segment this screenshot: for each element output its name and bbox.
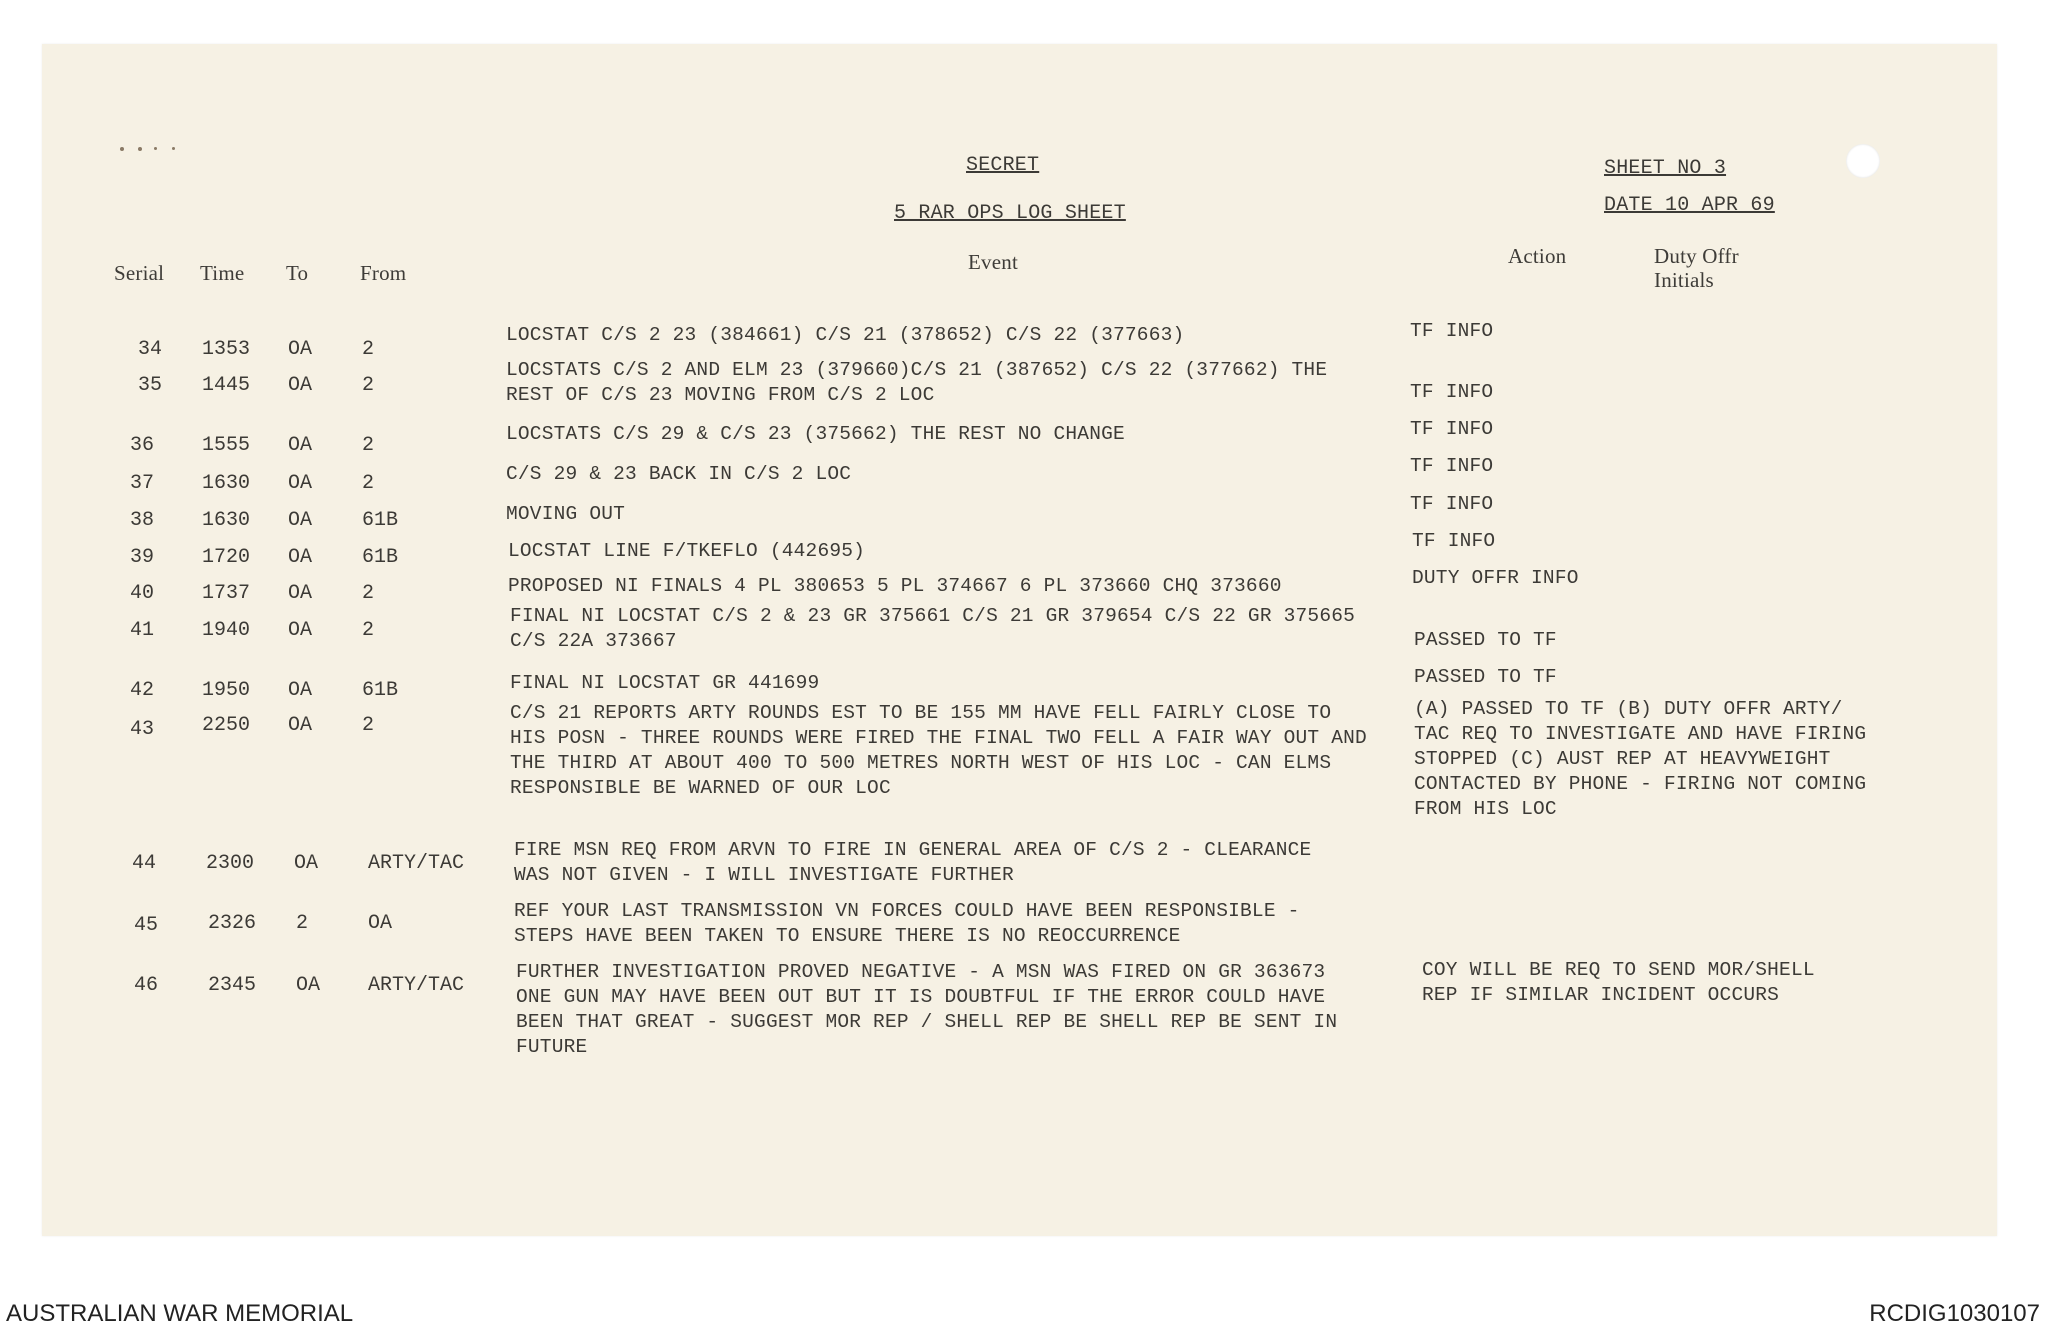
row-time: 1630 xyxy=(202,472,251,495)
row-from: 2 xyxy=(362,338,375,361)
row-to: OA xyxy=(296,974,321,997)
row-from: 2 xyxy=(362,434,375,457)
archive-source-caption: AUSTRALIAN WAR MEMORIAL xyxy=(6,1300,354,1327)
row-from: 2 xyxy=(362,714,375,737)
row-action: COY WILL BE REQ TO SEND MOR/SHELL REP IF SIMILAR INCIDENT OCCURS xyxy=(1422,959,1815,1006)
row-serial: 41 xyxy=(130,619,155,642)
archive-reference-caption: RCDIG1030107 xyxy=(1869,1300,2040,1327)
row-to: OA xyxy=(288,714,313,737)
row-from: OA xyxy=(368,912,393,935)
row-time: 1737 xyxy=(202,582,251,605)
row-to: 2 xyxy=(296,912,309,935)
row-event: LOCSTAT LINE F/TKEFLO (442695) xyxy=(508,540,866,562)
row-time: 2326 xyxy=(208,912,257,935)
column-header-duty-offr-initials: Duty Offr Initials xyxy=(1654,244,1739,292)
row-event: LOCSTATS C/S 29 & C/S 23 (375662) THE REST NO CHANGE xyxy=(506,423,1125,445)
row-to: OA xyxy=(288,619,313,642)
column-header-time: Time xyxy=(200,261,245,285)
column-header-from: From xyxy=(360,261,407,285)
row-event: C/S 21 REPORTS ARTY ROUNDS EST TO BE 155 MM HAVE FELL FAIRLY CLOSE TO HIS POSN - THREE ROUNDS WERE FIRED THE FINAL TWO FELL A FAIR WAY OUT AND THE THIRD AT ABOUT 400 TO 500 METRES NORTH WEST OF HIS LOC - CAN ELMS RESPONSIBLE BE WARNED OF OUR LOC xyxy=(510,702,1367,799)
document-date: DATE 10 APR 69 xyxy=(1604,194,1775,217)
row-event: REF YOUR LAST TRANSMISSION VN FORCES COULD HAVE BEEN RESPONSIBLE - STEPS HAVE BEEN TAKEN TO ENSURE THERE IS NO REOCCURRENCE xyxy=(514,900,1300,947)
row-serial: 40 xyxy=(130,582,155,605)
row-serial: 36 xyxy=(130,434,155,457)
row-action: TF INFO xyxy=(1412,530,1496,552)
row-serial: 38 xyxy=(130,509,155,532)
row-serial: 42 xyxy=(130,679,155,702)
punch-hole xyxy=(1846,144,1880,178)
row-time: 1630 xyxy=(202,509,251,532)
row-to: OA xyxy=(288,374,313,397)
row-event: LOCSTAT C/S 2 23 (384661) C/S 21 (378652) C/S 22 (377663) xyxy=(506,324,1185,346)
row-time: 1720 xyxy=(202,546,251,569)
row-event: FURTHER INVESTIGATION PROVED NEGATIVE - A MSN WAS FIRED ON GR 363673 ONE GUN MAY HAVE BEEN OUT BUT IT IS DOUBTFUL IF THE ERROR COULD HAVE BEEN THAT GREAT - SUGGEST MOR REP / SHELL REP BE SHELL REP BE SENT IN FUTURE xyxy=(516,961,1338,1058)
row-from: 2 xyxy=(362,374,375,397)
column-header-action: Action xyxy=(1508,244,1567,268)
row-event: FIRE MSN REQ FROM ARVN TO FIRE IN GENERAL AREA OF C/S 2 - CLEARANCE WAS NOT GIVEN - I WILL INVESTIGATE FURTHER xyxy=(514,839,1312,886)
row-from: 61B xyxy=(362,679,399,702)
row-to: OA xyxy=(288,546,313,569)
row-action: TF INFO xyxy=(1410,418,1494,440)
row-action: PASSED TO TF xyxy=(1414,629,1557,651)
row-time: 1445 xyxy=(202,374,251,397)
row-from: ARTY/TAC xyxy=(368,974,465,997)
row-action: PASSED TO TF xyxy=(1414,666,1557,688)
row-from: ARTY/TAC xyxy=(368,852,465,875)
row-time: 2300 xyxy=(206,852,255,875)
row-to: OA xyxy=(288,509,313,532)
row-serial: 34 xyxy=(138,338,163,361)
document-title: 5 RAR OPS LOG SHEET xyxy=(894,202,1126,225)
row-action: TF INFO xyxy=(1410,320,1494,342)
row-time: 1950 xyxy=(202,679,251,702)
classification-marking: SECRET xyxy=(966,154,1040,177)
column-header-event: Event xyxy=(968,250,1018,274)
row-time: 1555 xyxy=(202,434,251,457)
row-from: 61B xyxy=(362,509,399,532)
row-from: 2 xyxy=(362,619,375,642)
row-serial: 37 xyxy=(130,472,155,495)
row-serial: 44 xyxy=(132,852,157,875)
log-sheet-paper xyxy=(42,44,1997,1236)
sheet-number: SHEET NO 3 xyxy=(1604,157,1727,180)
row-event: FINAL NI LOCSTAT GR 441699 xyxy=(510,672,820,694)
row-serial: 45 xyxy=(134,914,159,937)
paper-specks xyxy=(120,144,190,154)
row-from: 61B xyxy=(362,546,399,569)
row-time: 1940 xyxy=(202,619,251,642)
row-action: (A) PASSED TO TF (B) DUTY OFFR ARTY/ TAC REQ TO INVESTIGATE AND HAVE FIRING STOPPED (C) AUST REP AT HEAVYWEIGHT CONTACTED BY PHONE - FIRING NOT COMING FROM HIS LOC xyxy=(1414,698,1867,820)
row-action: TF INFO xyxy=(1410,455,1494,477)
row-time: 2345 xyxy=(208,974,257,997)
row-action: TF INFO xyxy=(1410,493,1494,515)
row-to: OA xyxy=(288,679,313,702)
row-to: OA xyxy=(294,852,319,875)
row-action: TF INFO xyxy=(1410,381,1494,403)
row-serial: 46 xyxy=(134,974,159,997)
row-from: 2 xyxy=(362,472,375,495)
row-event: FINAL NI LOCSTAT C/S 2 & 23 GR 375661 C/S 21 GR 379654 C/S 22 GR 375665 C/S 22A 373667 xyxy=(510,605,1356,652)
column-header-serial: Serial xyxy=(114,261,165,285)
row-from: 2 xyxy=(362,582,375,605)
row-to: OA xyxy=(288,472,313,495)
row-time: 2250 xyxy=(202,714,251,737)
row-serial: 39 xyxy=(130,546,155,569)
row-event: MOVING OUT xyxy=(506,503,626,525)
row-event: PROPOSED NI FINALS 4 PL 380653 5 PL 374667 6 PL 373660 CHQ 373660 xyxy=(508,575,1282,597)
row-to: OA xyxy=(288,582,313,605)
row-time: 1353 xyxy=(202,338,251,361)
row-event: C/S 29 & 23 BACK IN C/S 2 LOC xyxy=(506,463,852,485)
row-action: DUTY OFFR INFO xyxy=(1412,567,1579,589)
row-to: OA xyxy=(288,338,313,361)
column-header-to: To xyxy=(286,261,309,285)
row-to: OA xyxy=(288,434,313,457)
row-serial: 43 xyxy=(130,718,155,741)
row-serial: 35 xyxy=(138,374,163,397)
row-event: LOCSTATS C/S 2 AND ELM 23 (379660)C/S 21 (387652) C/S 22 (377662) THE REST OF C/S 23 MOVING FROM C/S 2 LOC xyxy=(506,359,1328,406)
